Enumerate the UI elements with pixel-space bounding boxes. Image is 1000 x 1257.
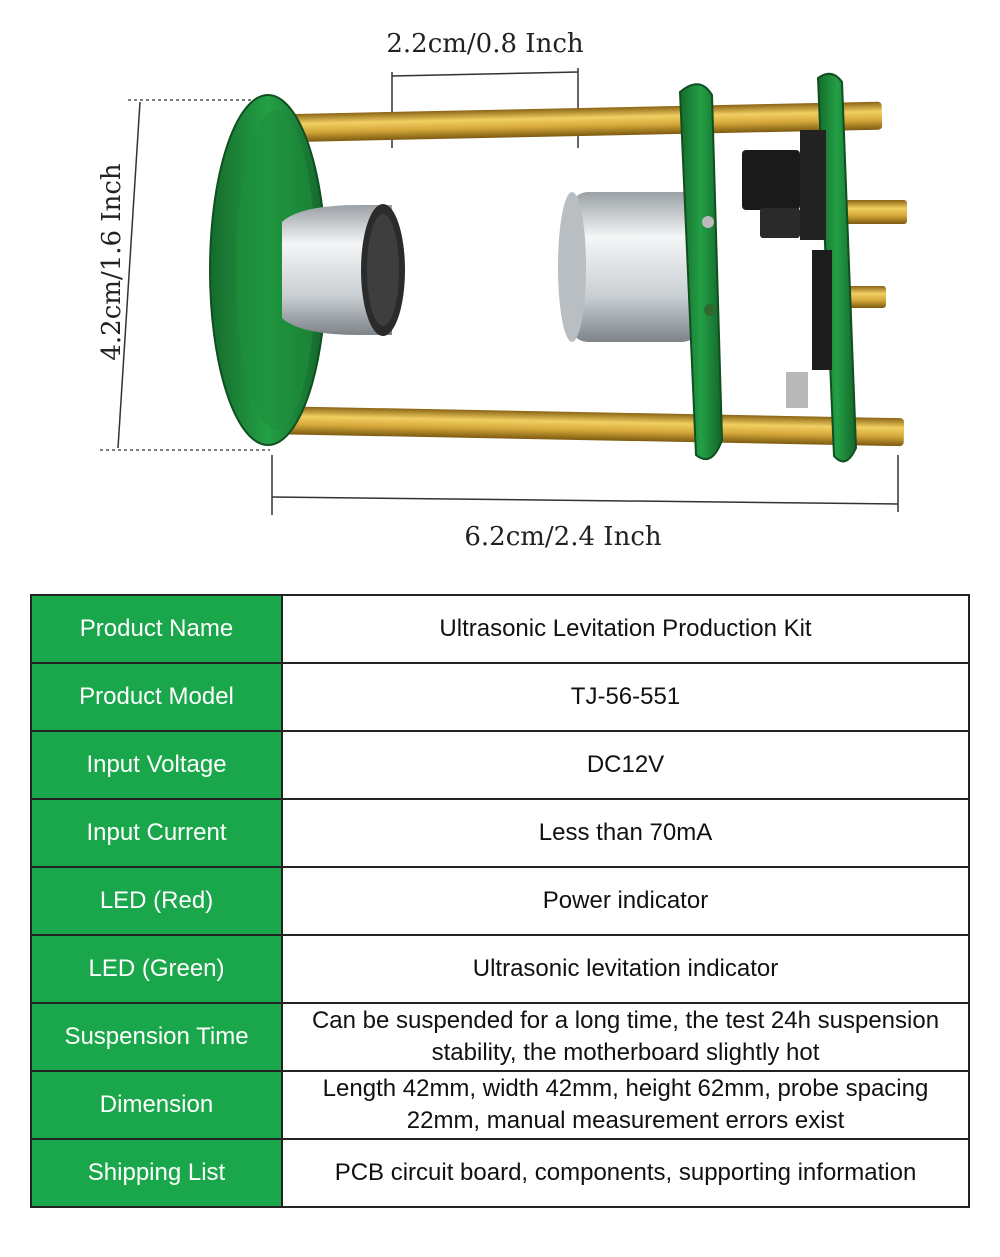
spec-value: Less than 70mA (282, 799, 969, 867)
dimension-line-top (392, 72, 578, 76)
right-transducer-face (558, 192, 586, 342)
table-row (31, 1071, 969, 1139)
pin-header (786, 372, 808, 408)
chip (812, 250, 832, 370)
spec-value: Power indicator (282, 867, 969, 935)
spec-label: LED (Red) (31, 867, 282, 935)
table-row (31, 595, 969, 663)
levitation-kit-illustration (0, 0, 1000, 580)
switch (760, 208, 800, 238)
led-green (704, 304, 716, 316)
spec-value: Ultrasonic levitation indicator (282, 935, 969, 1003)
table-row (31, 663, 969, 731)
power-jack (742, 150, 800, 210)
spec-value: PCB circuit board, components, supporting information (282, 1139, 969, 1207)
table-row (31, 1003, 969, 1071)
dimension-line-bottom (272, 497, 898, 504)
table-row (31, 935, 969, 1003)
product-photo (0, 0, 1000, 580)
spec-label: Product Model (31, 663, 282, 731)
table-row (31, 867, 969, 935)
spec-value: Length 42mm, width 42mm, height 62mm, probe spacing 22mm, manual measurement errors exist (282, 1071, 969, 1139)
spec-label: Dimension (31, 1071, 282, 1139)
spec-label: Product Name (31, 595, 282, 663)
left-transducer-mesh-inner (367, 214, 399, 326)
spec-label: Shipping List (31, 1139, 282, 1207)
spec-value: Ultrasonic Levitation Production Kit (282, 595, 969, 663)
spec-value: Can be suspended for a long time, the test 24h suspension stability, the motherboard slightly hot (282, 1003, 969, 1071)
spec-label: Suspension Time (31, 1003, 282, 1071)
led-red (702, 216, 714, 228)
table-row (31, 1139, 969, 1207)
dimension-label-bottom: 6.2cm/2.4 Inch (464, 522, 662, 552)
spec-value: DC12V (282, 731, 969, 799)
spec-table (30, 594, 970, 1208)
header-block (800, 130, 826, 240)
brass-rod-bottom (268, 406, 904, 446)
spec-label: Input Current (31, 799, 282, 867)
spec-label: LED (Green) (31, 935, 282, 1003)
table-row (31, 731, 969, 799)
spec-value: TJ-56-551 (282, 663, 969, 731)
table-row (31, 799, 969, 867)
brass-rod-top (280, 102, 882, 143)
dimension-label-left: 4.2cm/1.6 Inch (97, 163, 127, 361)
dimension-label-top: 2.2cm/0.8 Inch (386, 29, 584, 59)
right-transducer-body (570, 192, 700, 342)
spec-label: Input Voltage (31, 731, 282, 799)
